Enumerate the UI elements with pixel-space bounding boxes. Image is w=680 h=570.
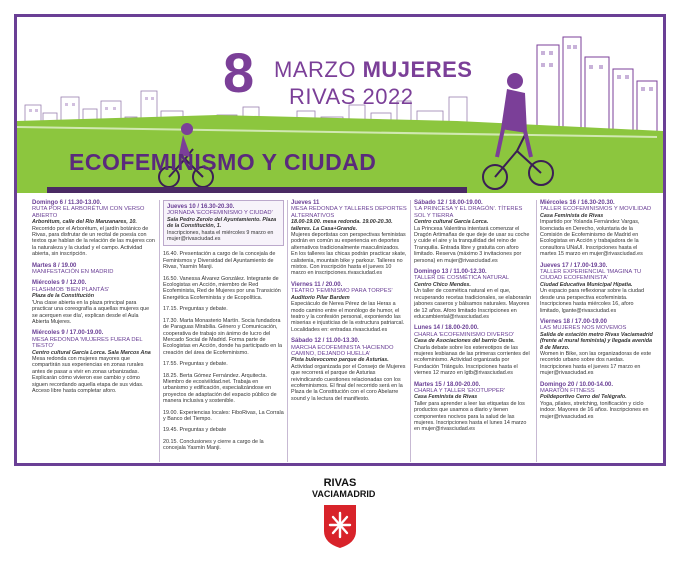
event-title: MARCHA ECOFEMINISTA 'HACIENDO CAMINO, DEJANDO HUELLA' (291, 344, 394, 357)
header-illustration (17, 17, 663, 207)
event-item (540, 200, 655, 258)
event-place: Salida de estación metro Rivas Vaciamadrid (frente al mural feminista) y llegada avenida 8 de Marzo. (540, 331, 653, 351)
event-item (291, 282, 407, 333)
event-item (414, 269, 533, 320)
event-title: RUTA POR EL ARBORÉTUM CON VERSO ABIERTO (32, 206, 145, 219)
program-item: 17.55. Preguntas y debate. (163, 361, 228, 368)
program-item: 18.25. Berta Gómez Fernández. Arquitecta. Miembro de ecosiviildad.net. Trabaja en urbanismo y edificación, especializándose en proyectos de adaptación del espacio público de manera inclusiva y sostenible. (163, 372, 277, 405)
event-place: Auditorio Pilar Bardem (291, 294, 350, 301)
header-subtitle: RIVAS 2022 (289, 84, 414, 109)
logo-line-1: RIVAS (323, 477, 357, 489)
event-item (32, 330, 156, 394)
event-date: Domingo 6 / 11.30-13.00. (32, 200, 102, 206)
event-place: Ciudad Educativa Municipal Hipatia. (540, 281, 633, 288)
event-title: TALLER EXPERIENCIAL 'IMAGINA TU CIUDAD ECOFEMINISTA' (540, 269, 642, 282)
event-body: Charla debate sobre los estereotipos de las mujeres lesbianas de las primeras corrientes del ecofeminismo. Actividad organizada por Fundación Triángulo. Inscripciones hasta el viernes 12 marzo en lgtb@rivasciudad.es (414, 344, 530, 377)
event-body: Impartido por Yolanda Fernández Vargas, licenciada en Derecho, voluntaria de la Comisión de Ecofeminismo de Madrid en Ecologistas en Acción y trabajadora de la consultora UNaUI. Inscripciones hasta el martes 15 marzo en mujer@rivasciudad.es (540, 219, 643, 258)
logo-shield-icon (322, 503, 358, 549)
event-place: Arborétum, calle del Río Manzanares, 10. (32, 219, 137, 226)
event-place: 18.00-19.00. mesa redonda. 19.00-20.30. talleres. La Casa+Grande. (291, 219, 393, 232)
logo-line-2: VACIAMADRID (312, 489, 376, 499)
event-body: 'Una clase abierta en la plaza principal para practicar una coreografía a aquellas mujeres que se acerquen ese día', explican desde el Aula Abierta Mujeres. (32, 299, 150, 325)
program-item: 20.15. Conclusiones y cierre a cargo de la concejala Yasmín Manji. (163, 438, 264, 452)
event-place: Polideportivo Cerro del Telégrafo. (540, 394, 627, 401)
event-body: Un espacio para reflexionar sobre la ciudad desde una perspectiva ecofeminista. Inscripciones hasta miércoles 16, aforo limitado, lgante@rivasciudad.es (540, 288, 644, 314)
event-body: Inscripciones, hasta el miércoles 9 marzo en mujer@rivasciudad.es (167, 229, 274, 243)
event-title: FLASHMOB 'BIEN PLANTÁS' (32, 286, 110, 293)
event-place: Centro cultural García Lorca. Sala Marcos Ana (32, 349, 151, 356)
events-column-1 (29, 200, 156, 462)
event-title: MESA REDONDA Y TALLERES DEPORTES ALTERNATIVOS (291, 206, 407, 219)
header-title-a: MARZO (274, 57, 356, 82)
header-title (274, 57, 472, 83)
event-place: Sala Pedro Zerolo del Ayuntamiento. Plaza de la Constitución, 1. (167, 216, 277, 230)
theme-title: ECOFEMINISMO Y CIUDAD (69, 149, 377, 175)
event-item (414, 382, 533, 433)
event-date: Jueves 11 (291, 200, 320, 206)
program-item: 19.45. Preguntas y debate (163, 427, 227, 434)
program-item: 17.15. Preguntas y debate. (163, 306, 228, 313)
event-body: Un taller de cosmética natural en el que, recuperando recetas tradicionales, se elaborarán jabones caseros y bálsamos naturales. Mayores de 12 años. Aforo limitado Inscripciones en educambiental@rivasciudad.es (414, 288, 532, 320)
event-date: Jueves 10 / 16.30-20.30. (167, 204, 235, 210)
event-item (163, 200, 284, 246)
events-column-4 (410, 200, 533, 462)
event-date: Viernes 11 / 20.00. (291, 281, 343, 288)
event-date: Domingo 20 / 10.00-14.00. (540, 381, 614, 388)
event-item (414, 325, 533, 376)
event-place: Centro Chico Mendes. (414, 281, 471, 288)
event-body: Mujeres deportistas con perspectivas feministas podrán en común su experiencia en deportes alternativos tradicionalmente masculinizados. En los talleres las chicas podrán practicar skate, calistenia, mountain bike y parkour. Talleres no mixtos. Con inscripción hasta el jueves 10 marzo en inscripciones.rivasciudad.es (291, 232, 407, 277)
event-place: Casa Feminista de Rivas (414, 394, 478, 401)
rivas-logo (312, 477, 376, 549)
event-title: JORNADA 'ECOFEMINISMO Y CIUDAD' (167, 210, 273, 217)
events-grid (29, 200, 655, 462)
event-item (32, 200, 156, 258)
program-item: 17.30. Marta Monasterio Martín. Socia fundadora de Paraguas Mirabilia. Género y Comunicación, cooperativa de trabajo sin ánimo de lucro del Mercado Social de Madrid. Forma parte de Ecologistas en Acción, donde ha participado en la creación del área de Ecofeminismo. (163, 317, 282, 356)
event-title: TALLER DE COSMÉTICA NATURAL (414, 275, 510, 282)
event-title: MESA REDONDA 'MUJERES FUERA DEL TIESTO' (32, 336, 143, 350)
event-body: Recorrido por el Arborétum, el jardín botánico de Rivas, para disfrutar de un recital de poesía con textos que hablan de la relación de las mujeres con la naturaleza y la ciudad y el campo. Actividad abierta, sin inscripción. (32, 225, 155, 258)
event-item (291, 200, 407, 277)
event-place: Casa de Asociaciones del barrio Oeste. (414, 338, 515, 345)
date-number: 8 (223, 41, 255, 104)
event-date: Martes 15 / 18.00-20.00. (414, 381, 481, 388)
event-body: Mesa redonda con mujeres mayores que compartirán sus experiencias en zonas rurales antes de pasar a vivir en zonas urbanizadas. Explicarán cómo vivieron ese cambio y cómo siguen recordando aquella etapa de sus vidas. Acceso libre hasta completar aforo. (32, 355, 144, 394)
events-column-2 (159, 200, 284, 462)
poster-frame (14, 14, 666, 466)
event-title: CHARLA 'ECOFEMINISMO DIVERSO' (414, 331, 515, 338)
event-date: Sábado 12 / 11.00-13.30. (291, 338, 360, 345)
event-body: La Princesa Valentina intentará comenzar el Dragón Artimañas de que deje de usar su coche y cuide el aire y la tranquilidad del reino de Tranquilia. Entrada libre y gratuita con aforo limitado. Reserva (máximo 3 invitaciones por persona) en mujer@rivasciudad.es (414, 225, 530, 264)
events-column-3 (287, 200, 407, 462)
event-title: LAS MUJERES NOS MOVEMOS (540, 325, 627, 332)
event-date: Domingo 13 / 11.00-12.30. (414, 269, 487, 276)
event-date: Miércoles 9 / 17.00-19.00. (32, 330, 104, 337)
event-date: Miércoles 16 / 16.30-20.30. (540, 200, 615, 206)
event-place: Pista bulevocomo parque de Asturias. (291, 357, 389, 364)
event-date: Viernes 18 / 17.00-19.00 (540, 318, 607, 325)
event-date: Sábado 12 / 18.00-19.00. (414, 200, 483, 206)
event-date: Miércoles 9 / 12.00. (32, 280, 87, 287)
event-item (540, 263, 655, 314)
event-item (540, 382, 655, 420)
event-title: TALLER ECOFEMINISMOS Y MOVILIDAD (540, 206, 652, 213)
event-item (414, 200, 533, 264)
event-place: Centro cultural García Lorca. (414, 219, 489, 226)
program-item: 19.00. Experiencias locales: FiboRivas, La Corrala y Banco del Tiempo. (163, 409, 284, 422)
event-item (32, 280, 156, 325)
event-item (291, 338, 407, 402)
event-title: MANIFESTACIÓN EN MADRID (32, 269, 114, 276)
event-title: TEATRO 'FEMINISMO PARA TORPES' (291, 288, 393, 295)
program-item: 16.40. Presentación a cargo de la concejala de Feminismos y Diversidad del Ayuntamiento de Rivas, Yasmín Manji. (163, 251, 276, 271)
event-body: Women in Bike, son las organizadoras de este recorrido urbano sobre dos ruedas. Inscripciones hasta el jueves 17 marzo en mujer@rivasciudad.es (540, 350, 652, 377)
events-column-5 (536, 200, 655, 462)
event-item (540, 319, 655, 377)
event-date: Lunes 14 / 18.00-20.00. (414, 325, 479, 332)
event-place: Casa Feminista de Rivas (540, 212, 604, 219)
event-place: Plaza de la Constitución (32, 293, 95, 300)
event-date: Jueves 17 / 17.00-19.30. (540, 262, 608, 269)
event-item (32, 263, 156, 276)
program-item: 16.50. Vanessa Álvarez González. Integrante de Ecologistas en Acción, miembro de Red Ecofeminista, Red de Mujeres por una Transición Energética Ecofeminista y de Ecopolítica. (163, 275, 281, 301)
header-title-b: MUJERES (362, 57, 473, 82)
event-date: Martes 8 / 19.00 (32, 262, 77, 269)
event-body: Taller para aprender a leer las etiquetas de los productos que usamos a diario y tienen componentes nocivos para la salud de las mujeres. Inscripciones hasta el lunes 14 marzo en mujer@rivasciudad.es (414, 400, 527, 433)
event-title: MARATÓN FITNESS (540, 387, 595, 394)
event-title: CHARLA Y TALLER 'EKOTUPPER' (414, 387, 506, 394)
event-body: Especiáculo de Nerea Pérez de las Heras a modo camino entre el monólogo de humor, el teatro y la confesión personal, exponiendo las miserias e injusticias de la estructura patriarcal. Localidades en: entradas.rivasciudad.es (291, 301, 405, 333)
event-title: 'LA PRINCESA Y EL DRAGÓN'. TÍTERES SOL Y TIERRA (414, 206, 523, 219)
event-body: Actividad organizada por el Consejo de Mujeres que recorrerá el parque de Asturias reivindicando cuestiones relacionadas con los ecofeminismos. El final del recorrido será en la Plaza de la Constitución con el coro Abelarre sound y la lectura del manifiesto. (291, 363, 406, 402)
event-body: Yoga, pilates, stretching, tonificación y ciclo indoor. Mayores de 16 años. Inscripciones en mujer@rivasciudad.es (540, 400, 649, 420)
